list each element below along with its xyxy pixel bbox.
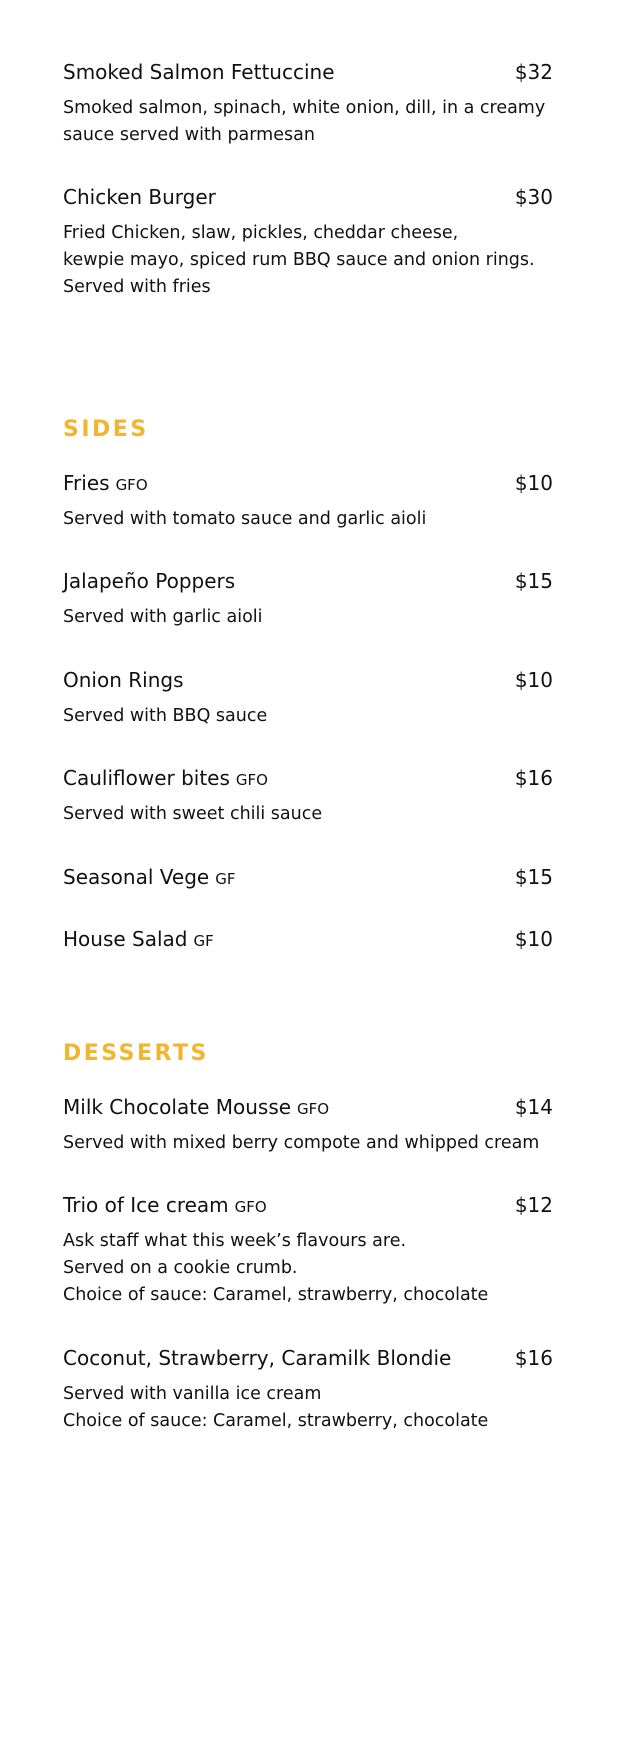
menu-item — [63, 184, 553, 301]
menu-item — [63, 765, 553, 828]
section-title-sides: SIDES — [63, 417, 149, 442]
item-description: Served with tomato sauce and garlic aioli — [63, 509, 427, 529]
item-price: $10 — [514, 668, 553, 692]
item-name: Seasonal Vege GF — [63, 865, 236, 889]
item-description: Served with mixed berry compote and whipped cream — [63, 1133, 540, 1153]
item-price: $12 — [514, 1193, 553, 1217]
menu-item — [63, 1345, 553, 1435]
item-name: Smoked Salmon Fettuccine — [63, 60, 335, 84]
section-title-desserts: DESSERTS — [63, 1041, 209, 1066]
dietary-tag: GFO — [115, 476, 148, 494]
dietary-tag: GFO — [235, 771, 268, 789]
item-name: Cauliflower bites GFO — [63, 766, 268, 790]
item-name: Fries GFO — [63, 471, 148, 495]
item-price: $10 — [514, 471, 553, 495]
menu-item — [63, 926, 553, 952]
item-price: $14 — [514, 1095, 553, 1119]
menu-item — [63, 59, 553, 149]
item-name: Chicken Burger — [63, 185, 216, 209]
item-name: Trio of Ice cream GFO — [63, 1193, 267, 1217]
menu-item — [63, 864, 553, 890]
item-price: $30 — [514, 185, 553, 209]
item-name: Milk Chocolate Mousse GFO — [63, 1095, 330, 1119]
item-description: Fried Chicken, slaw, pickles, cheddar cheese, kewpie mayo, spiced rum BBQ sauce and onion rings. Served with fries — [63, 223, 535, 297]
item-price: $16 — [514, 766, 553, 790]
item-name: Onion Rings — [63, 668, 184, 692]
item-description: Ask staff what this week’s flavours are. Served on a cookie crumb. Choice of sauce: Caramel, strawberry, chocolate — [63, 1231, 489, 1305]
dietary-tag: GFO — [234, 1198, 267, 1216]
item-description: Served with garlic aioli — [63, 607, 263, 627]
item-description: Served with vanilla ice cream Choice of sauce: Caramel, strawberry, chocolate — [63, 1384, 489, 1431]
dietary-tag: GF — [193, 932, 214, 950]
item-description: Served with sweet chili sauce — [63, 804, 323, 824]
menu-item — [63, 1192, 553, 1309]
item-description: Smoked salmon, spinach, white onion, dill, in a creamy sauce served with parmesan — [63, 98, 546, 145]
dietary-tag: GF — [215, 870, 236, 888]
dietary-tag: GFO — [297, 1100, 330, 1118]
item-name: Jalapeño Poppers — [63, 569, 236, 593]
menu-item — [63, 470, 553, 533]
item-price: $16 — [514, 1346, 553, 1370]
menu-item — [63, 568, 553, 631]
item-description: Served with BBQ sauce — [63, 706, 268, 726]
item-price: $32 — [514, 60, 553, 84]
item-name: Coconut, Strawberry, Caramilk Blondie — [63, 1346, 452, 1370]
item-price: $10 — [514, 927, 553, 951]
item-price: $15 — [514, 569, 553, 593]
menu-item — [63, 667, 553, 730]
menu-item — [63, 1094, 553, 1157]
item-price: $15 — [514, 865, 553, 889]
item-name: House Salad GF — [63, 927, 214, 951]
